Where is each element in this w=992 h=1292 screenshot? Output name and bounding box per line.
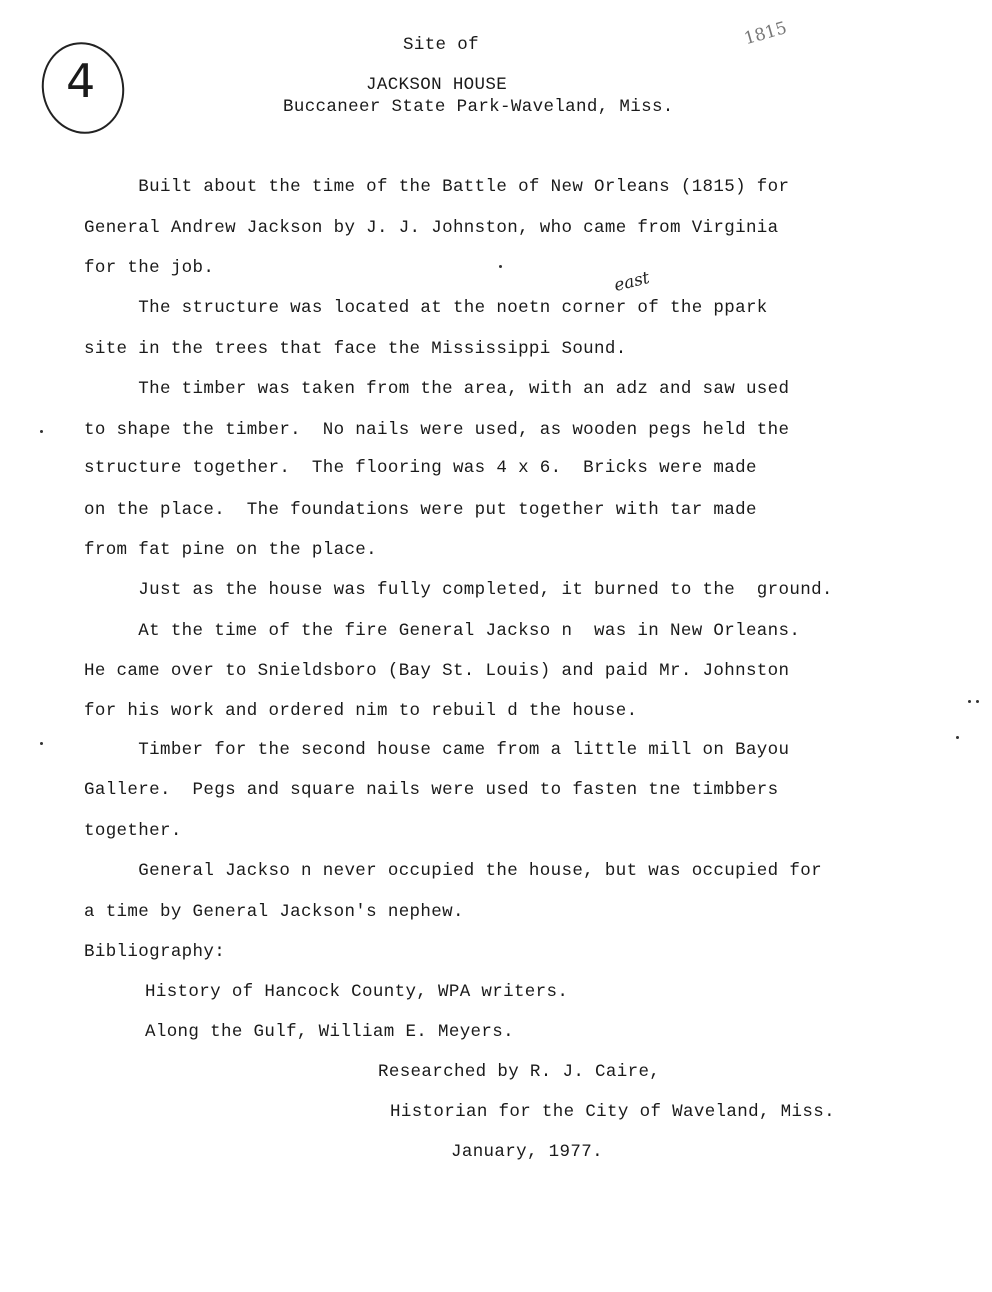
body-line: for the job. [84, 258, 215, 278]
body-line: on the place. The foundations were put together with tar made [84, 500, 757, 520]
handwritten-insertion: east [612, 267, 652, 297]
header-site-of: Site of [403, 35, 479, 55]
header-title: JACKSON HOUSE [366, 75, 508, 95]
body-line: structure together. The flooring was 4 x 6. Bricks were made [84, 458, 757, 478]
body-line: a time by General Jackson's nephew. [84, 902, 464, 922]
scan-speck [956, 736, 959, 739]
bibliography-heading: Bibliography: [84, 942, 226, 962]
body-line: together. [84, 821, 182, 841]
header-location: Buccaneer State Park-Waveland, Miss. [283, 97, 674, 117]
scan-speck [968, 700, 971, 703]
body-line: Timber for the second house came from a little mill on Bayou [84, 740, 790, 760]
body-line: Just as the house was fully completed, it burned to the ground. [84, 580, 833, 600]
body-line: Gallere. Pegs and square nails were used to fasten tne timbbers [84, 780, 779, 800]
researcher-title: Historian for the City of Waveland, Miss. [390, 1102, 835, 1122]
body-line: General Jackso n never occupied the house, but was occupied for [84, 861, 822, 881]
scan-speck [40, 742, 43, 745]
scan-speck [976, 700, 979, 703]
document-date: January, 1977. [451, 1142, 603, 1162]
margin-year-note: 1815 [742, 18, 790, 50]
body-line: for his work and ordered nim to rebuil d the house. [84, 701, 638, 721]
bibliography-item: History of Hancock County, WPA writers. [145, 982, 569, 1002]
circled-page-number: 4 [66, 54, 96, 108]
body-line: General Andrew Jackson by J. J. Johnston, who came from Virginia [84, 218, 779, 238]
body-line: from fat pine on the place. [84, 540, 377, 560]
body-line: The structure was located at the noetn corner of the ppark [84, 298, 768, 318]
scan-speck [499, 265, 502, 268]
scan-speck [40, 430, 43, 433]
body-line: He came over to Snieldsboro (Bay St. Louis) and paid Mr. Johnston [84, 661, 790, 681]
body-line: to shape the timber. No nails were used, as wooden pegs held the [84, 420, 790, 440]
bibliography-item: Along the Gulf, William E. Meyers. [145, 1022, 514, 1042]
researcher-credit: Researched by R. J. Caire, [378, 1062, 661, 1082]
body-line: Built about the time of the Battle of New Orleans (1815) for [84, 177, 790, 197]
body-line: At the time of the fire General Jackso n was in New Orleans. [84, 621, 801, 641]
body-line: The timber was taken from the area, with an adz and saw used [84, 379, 790, 399]
body-line: site in the trees that face the Mississippi Sound. [84, 339, 627, 359]
